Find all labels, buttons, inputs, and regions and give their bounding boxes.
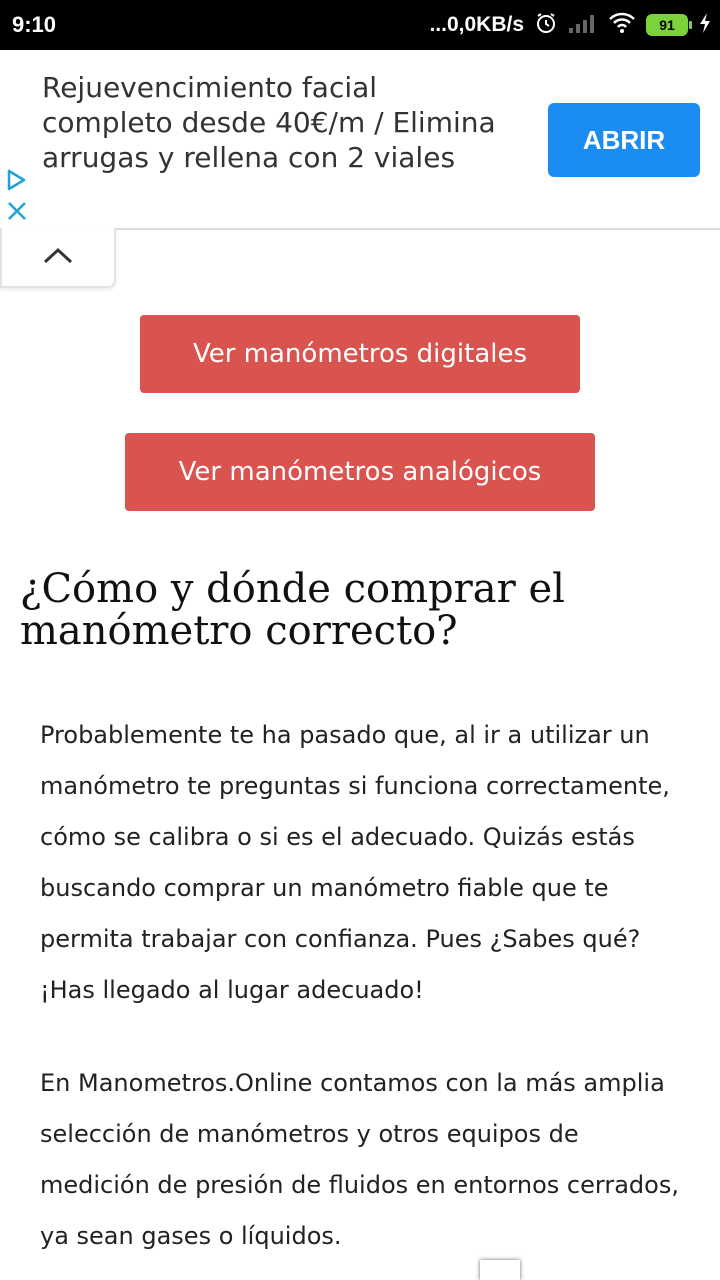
chevron-up-icon — [42, 245, 74, 269]
scroll-indicator[interactable] — [480, 1260, 520, 1280]
article-paragraph-2: En Manometros.Online contamos con la más amplia selección de manómetros y otros equipos de medición de presión de fluidos en entornos cerrados, ya sean gases o líquidos. — [40, 1069, 679, 1250]
ad-banner[interactable] — [0, 50, 720, 230]
status-bar — [0, 0, 720, 50]
ad-text[interactable]: Rejuevencimiento facial completo desde 40€/m / Elimina arrugas y rellena con 2 viales — [42, 71, 496, 174]
network-speed: ...0,0KB/s — [429, 13, 524, 36]
signal-icon — [568, 12, 598, 39]
status-time: 9:10 — [12, 12, 57, 37]
collapse-ad-button[interactable] — [0, 228, 116, 288]
ad-open-button[interactable]: ABRIR — [548, 103, 700, 177]
adchoices-icon[interactable] — [4, 168, 30, 192]
digital-gauges-button[interactable]: Ver manómetros digitales — [140, 315, 580, 393]
analog-gauges-button[interactable]: Ver manómetros analógicos — [125, 433, 595, 511]
close-icon[interactable] — [4, 198, 30, 224]
status-icons — [429, 10, 712, 40]
article-heading: ¿Cómo y dónde comprar el manómetro correcto? — [20, 566, 565, 654]
article-paragraph-1: Probablemente te ha pasado que, al ir a utilizar un manómetro te preguntas si funciona correctamente, cómo se calibra o si es el adecuado. Quizás estás buscando comprar un manómetro fiable que te permita trabajar con confianza. Pues ¿Sabes qué? ¡Has llegado al lugar adecuado! — [40, 721, 670, 1004]
alarm-icon — [534, 11, 558, 40]
wifi-icon — [608, 12, 636, 39]
battery-indicator: 91 — [646, 14, 688, 36]
charging-icon — [698, 12, 712, 39]
